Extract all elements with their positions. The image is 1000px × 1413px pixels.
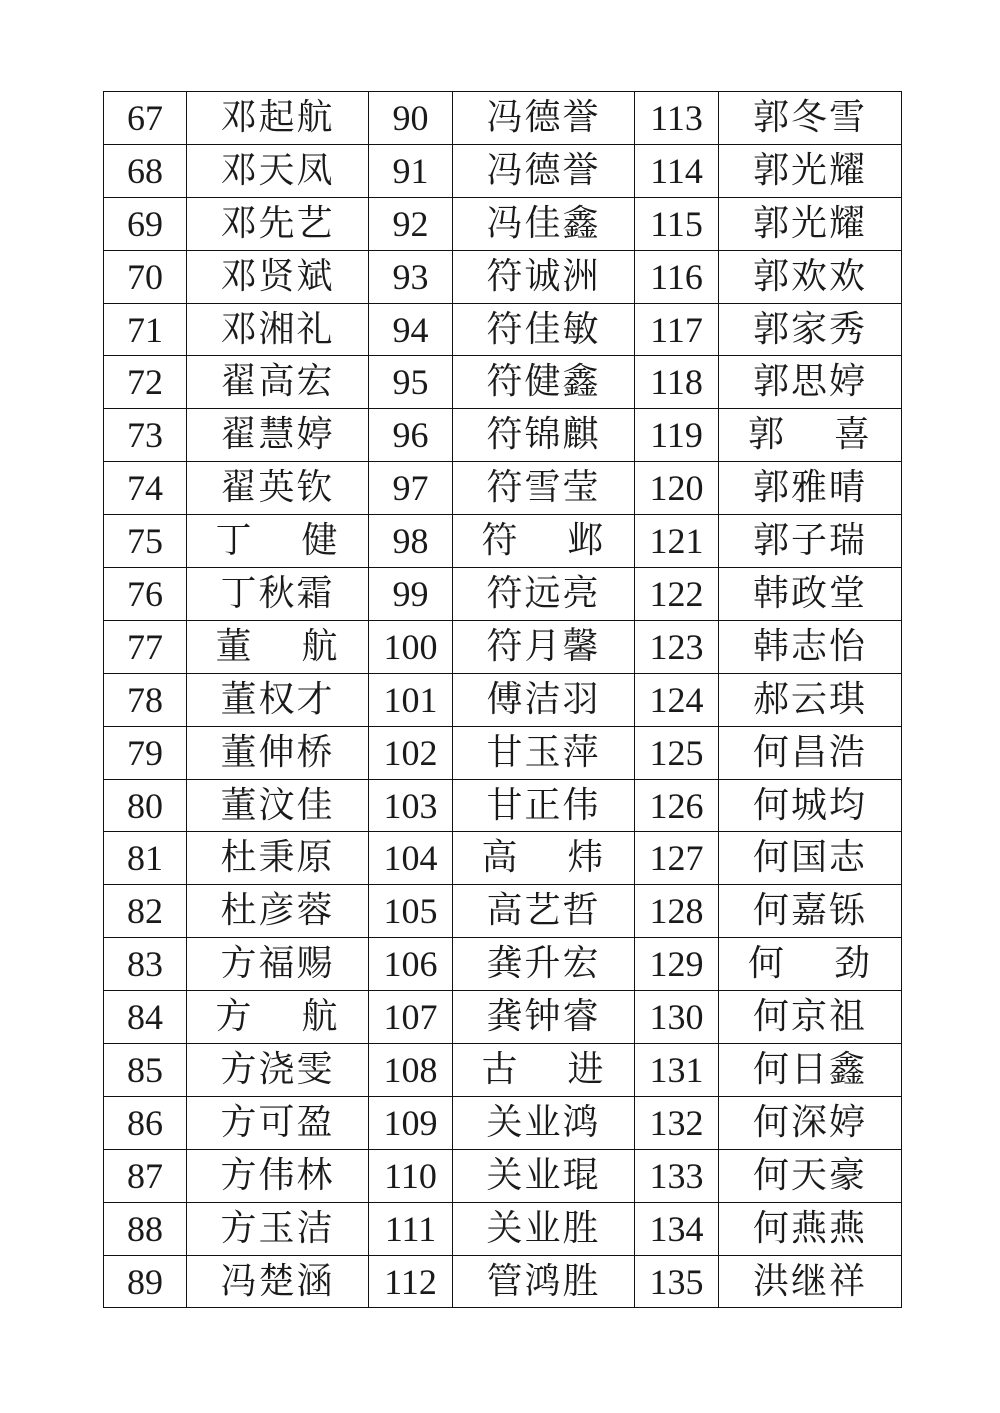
entry-number-cell: 83 (104, 938, 187, 991)
entry-number-cell: 124 (635, 673, 719, 726)
entry-number-cell: 95 (369, 356, 453, 409)
entry-name-cell: 郭冬雪 (719, 92, 902, 145)
entry-number-cell: 70 (104, 250, 187, 303)
entry-number-cell: 96 (369, 409, 453, 462)
entry-number-cell: 91 (369, 144, 453, 197)
entry-number-cell: 81 (104, 832, 187, 885)
entry-number-cell: 93 (369, 250, 453, 303)
table-row (104, 620, 902, 673)
entry-name-cell: 冯佳鑫 (453, 197, 635, 250)
entry-name-cell: 关业鸿 (453, 1096, 635, 1149)
entry-number-cell: 78 (104, 673, 187, 726)
entry-name-cell: 何嘉铄 (719, 885, 902, 938)
entry-number-cell: 122 (635, 568, 719, 621)
entry-name-cell: 韩政堂 (719, 568, 902, 621)
entry-number-cell: 82 (104, 885, 187, 938)
table-row (104, 779, 902, 832)
entry-name-cell: 丁 健 (187, 515, 369, 568)
entry-number-cell: 133 (635, 1149, 719, 1202)
entry-name-cell: 翟慧婷 (187, 409, 369, 462)
table-row (104, 1255, 902, 1308)
table-row (104, 250, 902, 303)
entry-name-cell: 郭思婷 (719, 356, 902, 409)
entry-name-cell: 关业琨 (453, 1149, 635, 1202)
entry-number-cell: 115 (635, 197, 719, 250)
entry-name-cell: 邓湘礼 (187, 303, 369, 356)
entry-number-cell: 75 (104, 515, 187, 568)
entry-name-cell: 关业胜 (453, 1202, 635, 1255)
entry-name-cell: 郭家秀 (719, 303, 902, 356)
entry-number-cell: 73 (104, 409, 187, 462)
entry-name-cell: 冯楚涵 (187, 1255, 369, 1308)
entry-number-cell: 102 (369, 726, 453, 779)
entry-number-cell: 108 (369, 1044, 453, 1097)
entry-name-cell: 何天豪 (719, 1149, 902, 1202)
entry-name-cell: 邓起航 (187, 92, 369, 145)
table-row (104, 197, 902, 250)
entry-number-cell: 125 (635, 726, 719, 779)
table-row (104, 568, 902, 621)
entry-number-cell: 131 (635, 1044, 719, 1097)
entry-name-cell: 翟英钦 (187, 462, 369, 515)
entry-name-cell: 方可盈 (187, 1096, 369, 1149)
entry-number-cell: 97 (369, 462, 453, 515)
entry-number-cell: 116 (635, 250, 719, 303)
entry-name-cell: 方福赐 (187, 938, 369, 991)
entry-name-cell: 管鸿胜 (453, 1255, 635, 1308)
table-row (104, 938, 902, 991)
entry-name-cell: 董权才 (187, 673, 369, 726)
entry-number-cell: 121 (635, 515, 719, 568)
entry-name-cell: 郭子瑞 (719, 515, 902, 568)
entry-number-cell: 80 (104, 779, 187, 832)
table-row (104, 991, 902, 1044)
entry-number-cell: 127 (635, 832, 719, 885)
entry-name-cell: 符雪莹 (453, 462, 635, 515)
table-row (104, 832, 902, 885)
entry-name-cell: 傅洁羽 (453, 673, 635, 726)
entry-name-cell: 符锦麒 (453, 409, 635, 462)
entry-name-cell: 韩志怡 (719, 620, 902, 673)
entry-name-cell: 高艺哲 (453, 885, 635, 938)
entry-name-cell: 郭光耀 (719, 144, 902, 197)
entry-number-cell: 119 (635, 409, 719, 462)
entry-number-cell: 113 (635, 92, 719, 145)
entry-name-cell: 龚升宏 (453, 938, 635, 991)
entry-number-cell: 114 (635, 144, 719, 197)
entry-number-cell: 109 (369, 1096, 453, 1149)
entry-number-cell: 130 (635, 991, 719, 1044)
entry-number-cell: 85 (104, 1044, 187, 1097)
entry-name-cell: 符健鑫 (453, 356, 635, 409)
entry-number-cell: 72 (104, 356, 187, 409)
name-list-table (103, 91, 902, 1308)
entry-number-cell: 88 (104, 1202, 187, 1255)
entry-name-cell: 郭欢欢 (719, 250, 902, 303)
entry-name-cell: 郭光耀 (719, 197, 902, 250)
entry-number-cell: 99 (369, 568, 453, 621)
entry-number-cell: 100 (369, 620, 453, 673)
entry-name-cell: 冯德誉 (453, 144, 635, 197)
entry-name-cell: 符远亮 (453, 568, 635, 621)
table-body (104, 92, 902, 1308)
entry-name-cell: 甘正伟 (453, 779, 635, 832)
entry-number-cell: 74 (104, 462, 187, 515)
entry-number-cell: 105 (369, 885, 453, 938)
entry-number-cell: 89 (104, 1255, 187, 1308)
entry-name-cell: 郝云琪 (719, 673, 902, 726)
entry-number-cell: 120 (635, 462, 719, 515)
entry-name-cell: 董汶佳 (187, 779, 369, 832)
entry-name-cell: 何日鑫 (719, 1044, 902, 1097)
entry-number-cell: 94 (369, 303, 453, 356)
entry-number-cell: 135 (635, 1255, 719, 1308)
entry-name-cell: 方浇雯 (187, 1044, 369, 1097)
entry-number-cell: 104 (369, 832, 453, 885)
entry-number-cell: 118 (635, 356, 719, 409)
table-row (104, 303, 902, 356)
entry-name-cell: 翟高宏 (187, 356, 369, 409)
entry-name-cell: 方玉洁 (187, 1202, 369, 1255)
entry-number-cell: 76 (104, 568, 187, 621)
entry-number-cell: 86 (104, 1096, 187, 1149)
entry-number-cell: 112 (369, 1255, 453, 1308)
entry-number-cell: 67 (104, 92, 187, 145)
entry-number-cell: 79 (104, 726, 187, 779)
entry-name-cell: 符 邺 (453, 515, 635, 568)
table-row (104, 409, 902, 462)
table-row (104, 1149, 902, 1202)
table-row (104, 515, 902, 568)
entry-name-cell: 丁秋霜 (187, 568, 369, 621)
entry-number-cell: 123 (635, 620, 719, 673)
table-row (104, 885, 902, 938)
entry-number-cell: 71 (104, 303, 187, 356)
table-row (104, 462, 902, 515)
entry-name-cell: 郭雅晴 (719, 462, 902, 515)
entry-name-cell: 何京祖 (719, 991, 902, 1044)
entry-name-cell: 何城均 (719, 779, 902, 832)
entry-name-cell: 方 航 (187, 991, 369, 1044)
entry-number-cell: 106 (369, 938, 453, 991)
entry-number-cell: 110 (369, 1149, 453, 1202)
entry-number-cell: 132 (635, 1096, 719, 1149)
table-row (104, 1096, 902, 1149)
entry-name-cell: 龚钟睿 (453, 991, 635, 1044)
entry-name-cell: 杜彦蓉 (187, 885, 369, 938)
entry-name-cell: 何昌浩 (719, 726, 902, 779)
entry-number-cell: 98 (369, 515, 453, 568)
entry-name-cell: 符诚洲 (453, 250, 635, 303)
entry-name-cell: 董伸桥 (187, 726, 369, 779)
table-row (104, 1202, 902, 1255)
entry-number-cell: 90 (369, 92, 453, 145)
entry-name-cell: 何深婷 (719, 1096, 902, 1149)
entry-number-cell: 69 (104, 197, 187, 250)
table-row (104, 673, 902, 726)
entry-number-cell: 134 (635, 1202, 719, 1255)
entry-number-cell: 103 (369, 779, 453, 832)
entry-name-cell: 古 进 (453, 1044, 635, 1097)
entry-number-cell: 87 (104, 1149, 187, 1202)
entry-name-cell: 洪继祥 (719, 1255, 902, 1308)
entry-name-cell: 符月馨 (453, 620, 635, 673)
entry-name-cell: 甘玉萍 (453, 726, 635, 779)
table-row (104, 144, 902, 197)
entry-name-cell: 杜秉原 (187, 832, 369, 885)
entry-name-cell: 何燕燕 (719, 1202, 902, 1255)
entry-number-cell: 92 (369, 197, 453, 250)
entry-number-cell: 128 (635, 885, 719, 938)
entry-name-cell: 符佳敏 (453, 303, 635, 356)
entry-number-cell: 129 (635, 938, 719, 991)
table-row (104, 726, 902, 779)
entry-name-cell: 董 航 (187, 620, 369, 673)
entry-name-cell: 何 劲 (719, 938, 902, 991)
table-row (104, 92, 902, 145)
entry-name-cell: 邓贤斌 (187, 250, 369, 303)
entry-name-cell: 高 炜 (453, 832, 635, 885)
entry-name-cell: 邓先艺 (187, 197, 369, 250)
entry-number-cell: 126 (635, 779, 719, 832)
entry-name-cell: 郭 喜 (719, 409, 902, 462)
entry-name-cell: 邓天凤 (187, 144, 369, 197)
entry-number-cell: 84 (104, 991, 187, 1044)
table-row (104, 356, 902, 409)
entry-name-cell: 冯德誉 (453, 92, 635, 145)
entry-number-cell: 117 (635, 303, 719, 356)
entry-name-cell: 何国志 (719, 832, 902, 885)
entry-name-cell: 方伟林 (187, 1149, 369, 1202)
entry-number-cell: 68 (104, 144, 187, 197)
table-row (104, 1044, 902, 1097)
entry-number-cell: 111 (369, 1202, 453, 1255)
entry-number-cell: 101 (369, 673, 453, 726)
entry-number-cell: 77 (104, 620, 187, 673)
entry-number-cell: 107 (369, 991, 453, 1044)
